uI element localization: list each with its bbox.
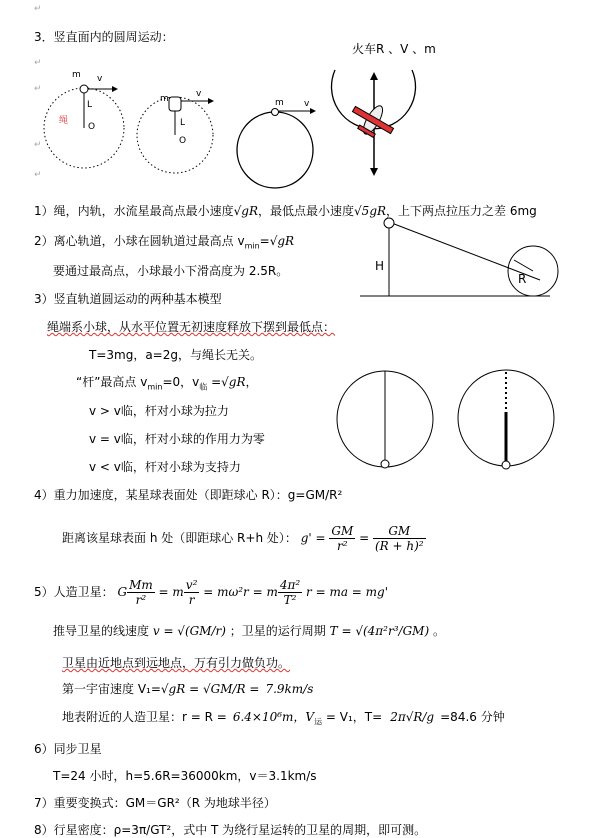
- airplane-icon: [346, 95, 400, 145]
- line-3a: 绳端系小球，从水平位置无初速度释放下摆到最低点：: [47, 320, 336, 334]
- line-3d: v > v临，杆对小球为拉力: [89, 404, 229, 418]
- incline-label-R: R: [518, 272, 527, 286]
- incline-label-H: H: [375, 259, 385, 273]
- line-4: 4）重力加速度，某星球表面处（即距球心 R）：g=GM/R²: [34, 488, 343, 502]
- line-3f: v < v临，杆对小球为支持力: [89, 460, 241, 474]
- line-5a: 推导卫星的线速度 v = √(GM/r) ；卫星的运行周期 T = √(4π²r³/GM) 。: [53, 624, 445, 638]
- line-3e: v = v临，杆对小球的作用力为零: [89, 432, 265, 446]
- fig3-circle: [237, 112, 313, 188]
- fig-label-L: L: [87, 100, 93, 110]
- para-mark: ↵: [34, 4, 42, 14]
- fig2-label-L: L: [180, 118, 186, 128]
- line-3: 3）竖直轨道圆运动的两种基本模型: [34, 292, 222, 306]
- line-5d: 地表附近的人造卫星：r = R = 6.4×10⁶m，$V_运 = V_1$，T= 2π√R/g =84.6 分钟: [62, 710, 505, 727]
- train-label: 火车R 、V 、m: [352, 42, 436, 56]
- fig-label-v: v: [97, 74, 103, 84]
- section-title: 3．竖直面内的圆周运动：: [34, 30, 174, 44]
- fig2-tube: [169, 97, 181, 111]
- fig2-label-v: v: [196, 89, 202, 99]
- line-6a: T=24 小时，h=5.6R=36000km，v＝3.1km/s: [53, 769, 317, 783]
- para-mark: ↵: [34, 140, 42, 150]
- line-1: 1）绳，内轨，水流星最高点最小速度√gR，最低点最小速度√5gR，上下两点拉压力之差 6mg: [34, 204, 537, 218]
- fig3-ball: [272, 109, 279, 116]
- fig3-label-m: m: [275, 98, 284, 108]
- fig2-label-m: m: [160, 94, 169, 104]
- fig-label-m: m: [72, 70, 81, 80]
- line-6: 6）同步卫星: [34, 742, 102, 756]
- line-8: 8）行星密度：ρ=3π/GT²，式中 T 为绕行星运转的卫星的周期，即可测。: [34, 823, 427, 837]
- fig1-ball: [80, 85, 88, 93]
- fig-label-O: O: [88, 122, 96, 132]
- line-3b: T=3mg，a=2g，与绳长无关。: [89, 348, 262, 362]
- line-4b: 距离该星球表面 h 处（即距球心 R+h 处）： g' = $\frac{GM}{\text{r²}}$ = $\frac{GM}{\text{(R + h)²}}$: [62, 524, 424, 553]
- fig3-label-v: v: [304, 99, 310, 109]
- line-3c: “杆”最高点 $v_{min}=0$，$v_临 =√gR$，: [76, 375, 258, 392]
- incline-ball: [384, 218, 394, 228]
- para-mark: ↵: [34, 170, 42, 180]
- line-5: 5）人造卫星： G $\frac{Mm}{\text{r²}}$ = m $\frac{\text{v²}}{r}$ = mω²r = m $\frac{\text{4π²}}{\text{T²}}$ r = ma = mg': [34, 578, 389, 607]
- line-2b: 要通过最高点，小球最小下滑高度为 2.5R。: [53, 264, 289, 278]
- line-5c: 第一宇宙速度 V₁=√gR = √GM/R = 7.9km/s: [62, 682, 314, 696]
- line-2: 2）离心轨道，小球在圆轨道过最高点 $v_{min}=√gR$: [34, 234, 295, 251]
- fig-label-rope: 绳: [59, 116, 69, 126]
- line-5b: 卫星由近地点到远地点，万有引力做负功。: [62, 656, 291, 670]
- para-mark: ↵: [34, 84, 42, 94]
- fig2-label-O: O: [179, 136, 187, 146]
- line-7: 7）重要变换式：GM＝GR²（R 为地球半径）: [34, 796, 276, 810]
- para-mark: ↵: [34, 58, 42, 68]
